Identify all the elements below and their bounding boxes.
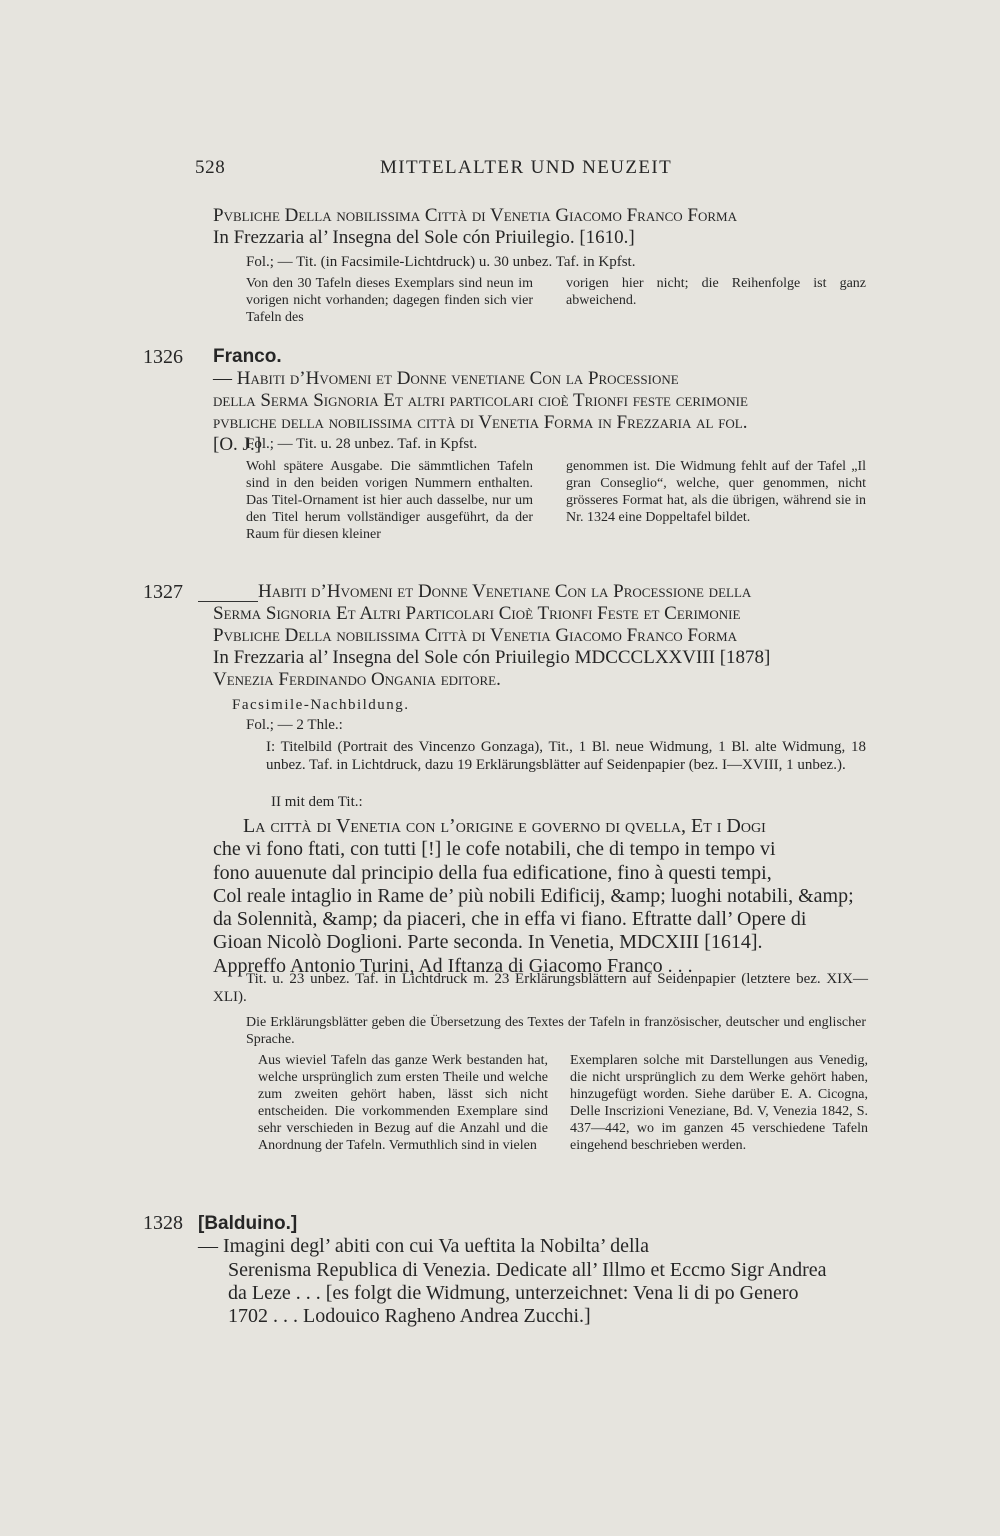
entry-number-1328: 1328 — [143, 1212, 183, 1234]
title-line: pvbliche della nobilissima città di Venetia Forma in Frezzaria al fol. — [213, 412, 748, 433]
title-line: Pvbliche Della nobilissima Città di Venetia Giacomo Franco Forma — [213, 625, 737, 646]
note-left: Von den 30 Tafeln dieses Exemplars sind neun im vorigen nicht vorhanden; dagegen finden sich vier Tafeln des — [246, 276, 533, 325]
entry-1326-note — [246, 458, 866, 543]
entry-1327-note1: Die Erklärungsblätter geben die Übersetzung des Textes der Tafeln in französischer, deutscher und englischer Sprache. — [246, 1015, 866, 1047]
entry-1327-note2 — [258, 1052, 868, 1154]
title-text: — Imagini degl’ abiti con cui Va ueftita la Nobilta’ della — [198, 1235, 649, 1258]
title-text: — Habiti d’Hvomeni et Donne venetiane Con la Processione — [213, 368, 679, 389]
author-name: Franco. — [213, 346, 282, 367]
entry-1327-format2: Tit. u. 23 unbez. Taf. in Lichtdruck m. 23 Erklärungsblättern auf Seidenpapier (letztere bez. XIX—XLI). — [213, 971, 868, 1005]
entry-number-1327: 1327 — [143, 581, 183, 603]
title-line-1 — [198, 1212, 870, 1259]
title-line: [O. J.] — [213, 434, 262, 455]
title-line: 1702 . . . Lodouico Ragheno Andrea Zucchi.] — [228, 1305, 591, 1328]
title-line: fono auuenute dal principio della fua edificatione, fino à questi tempi, — [213, 861, 772, 884]
page-number: 528 — [195, 157, 226, 178]
title-line: della Serma Signoria Et altri particolari cioè Trionfi feste cerimonie — [213, 390, 748, 411]
title-line: che vi fono ftati, con tutti [!] le cofe notabili, che di tempo in tempo vi — [213, 838, 776, 861]
title-line: Appreffo Antonio Turini, Ad Iftanza di Giacomo Franco . . . — [213, 954, 693, 977]
running-head — [195, 157, 875, 185]
author-name: [Balduino.] — [198, 1213, 298, 1234]
title-line: Serma Signoria Et Altri Particolari Cioè Trionfi Feste et Cerimonie — [213, 603, 741, 624]
entry-1328-title — [198, 1212, 870, 1328]
facsimile-note: Facsimile-Nachbildung. — [232, 697, 410, 713]
title-line: La città di Venetia con l’origine e governo di qvella, Et i Dogi — [243, 815, 766, 837]
running-title: MITTELALTER UND NEUZEIT — [380, 157, 673, 178]
entry-1327-part1: I: Titelbild (Portrait des Vincenzo Gonzaga), Tit., 1 Bl. neue Widmung, 1 Bl. alte Widmung, 18 unbez. Taf. in Lichtdruck, dazu 19 Erklärungsblätter auf Seidenpapier (bez. I—XVIII, 1 unbez.). — [266, 739, 866, 773]
note-left: Aus wieviel Tafeln das ganze Werk bestanden hat, welche ursprünglich zum ersten Theile und welche zum zweiten gehört haben, lässt sich nicht entscheiden. Die vorkommenden Exemplare sind sehr verschieden in Bezug auf die Anzahl und die Anordnung der Tafeln. Vermuthlich sind in vielen — [258, 1053, 548, 1153]
note-left: Wohl spätere Ausgabe. Die sämmtlichen Tafeln sind in den beiden vorigen Nummern enthalten. Das Titel-Ornament ist hier auch dasselbe, nur um den Titel herum vollständiger ausgeführt, da der Raum für diesen kleiner — [246, 459, 533, 542]
entry-1327-part2: II mit dem Tit.: — [271, 794, 363, 810]
title-line: Serenisma Republica di Venezia. Dedicate all’ Illmo et Eccmo Sigr Andrea — [228, 1258, 827, 1281]
entry-cont-format: Fol.; — Tit. (in Facsimile-Lichtdruck) u. 30 unbez. Taf. in Kpfst. — [246, 254, 636, 270]
entry-number-1326: 1326 — [143, 346, 183, 368]
title-line: Gioan Nicolò Doglioni. Parte seconda. In Venetia, MDCXIII [1614]. — [213, 931, 763, 954]
title-line: Venezia Ferdinando Ongania editore. — [213, 669, 501, 690]
title-line-1 — [213, 346, 865, 390]
note-right: vorigen hier nicht; die Reihenfolge ist ganz abweichend. — [566, 276, 866, 308]
title-line: Col reale intaglio in Rame de’ più nobili Edificij, &amp; luoghi notabili, &amp; — [213, 884, 854, 907]
note-right: Exemplaren solche mit Darstellungen aus Venedig, die nicht ursprünglich zu dem Werke gehört haben, hinzugefügt worden. Siehe darüber E. A. Cicogna, Delle Inscrizioni Veneziane, Bd. V, Venezia 1842, S. 437—442, wo im ganzen 45 verschiedene Tafeln eingehend beschrieben werden. — [570, 1053, 868, 1153]
entry-1327-format: Fol.; — 2 Thle.: — [246, 717, 343, 733]
entry-cont-title — [213, 205, 865, 249]
title-line: da Solennità, &amp; da piaceri, che in effa vi fiano. Eftratte dall’ Opere di — [213, 908, 807, 931]
entry-cont-note — [246, 275, 866, 326]
entry-1327-title — [213, 581, 865, 691]
entry-1327-title2 — [213, 815, 868, 978]
title-line: da Leze . . . [es folgt die Widmung, unterzeichnet: Vena li di po Genero — [228, 1281, 799, 1304]
title-line: Habiti d’Hvomeni et Donne Venetiane Con la Processione della — [258, 581, 752, 602]
note-right: genommen ist. Die Widmung fehlt auf der Tafel „Il gran Conseglio“, welche, quer genommen, nicht grösseres Format hat, als die übrigen, während sie in Nr. 1324 eine Doppeltafel bildet. — [566, 459, 866, 525]
title-line: In Frezzaria al’ Insegna del Sole cón Priuilegio MDCCCLXXVIII [1878] — [213, 647, 771, 668]
title-line: Pvbliche Della nobilissima Città di Venetia Giacomo Franco Forma — [213, 205, 737, 226]
title-line: In Frezzaria al’ Insegna del Sole cón Priuilegio. [1610.] — [213, 227, 635, 248]
entry-1326-format: Fol.; — Tit. u. 28 unbez. Taf. in Kpfst. — [246, 436, 478, 452]
